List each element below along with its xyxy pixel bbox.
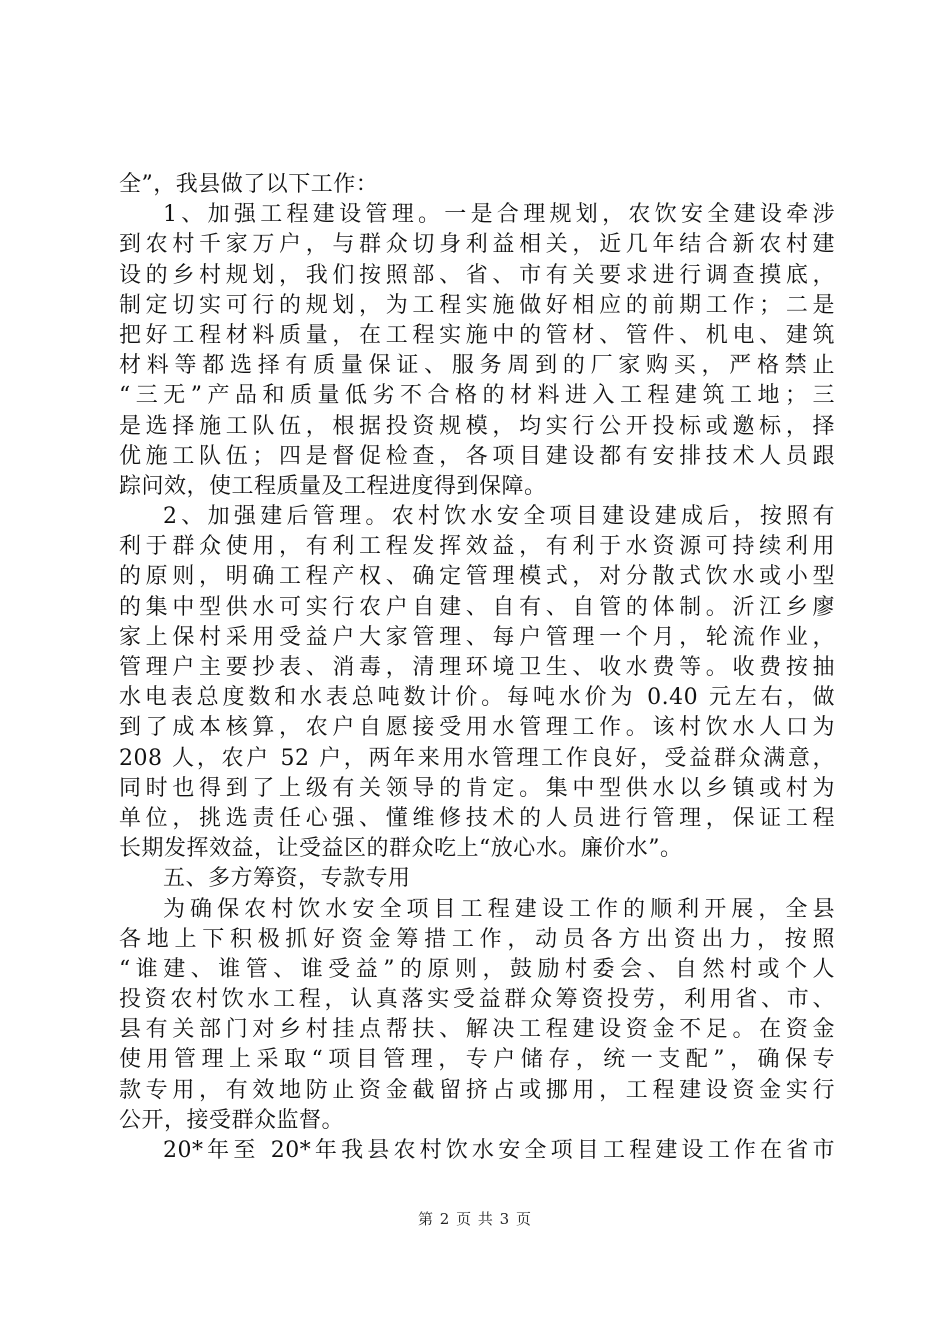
text-line: 材料等都选择有质量保证、服务周到的厂家购买，严格禁止 [119, 353, 835, 379]
text-line: 使用管理上采取“项目管理，专户储存，统一支配”，确保专 [119, 1047, 835, 1073]
text-line: 投资农村饮水工程，认真落实受益群众筹资投劳，利用省、市、 [119, 987, 835, 1013]
text-line: 优施工队伍；四是督促检查，各项目建设都有安排技术人员跟 [119, 443, 835, 469]
text-line: 2、加强建后管理。农村饮水安全项目建设建成后，按照有 [163, 504, 835, 530]
text-line: 为确保农村饮水安全项目工程建设工作的顺利开展，全县 [163, 896, 835, 922]
text-line: 把好工程材料质量，在工程实施中的管材、管件、机电、建筑 [119, 322, 835, 348]
text-line: 的集中型供水可实行农户自建、自有、自管的体制。沂江乡廖 [119, 594, 835, 620]
text-line: 全”，我县做了以下工作： [119, 172, 379, 197]
text-line: 是选择施工队伍，根据投资规模，均实行公开投标或邀标，择 [119, 413, 835, 439]
text-line: 管理户主要抄表、消毒，清理环境卫生、收水费等。收费按抽 [119, 655, 835, 680]
text-line: 五、多方筹资，专款专用 [163, 866, 411, 892]
text-line: 水电表总度数和水表总吨数计价。每吨水价为 0.40 元左右，做 [119, 685, 835, 711]
text-line: 设的乡村规划，我们按照部、省、市有关要求进行调查摸底， [119, 262, 835, 288]
text-line: 20*年至 20*年我县农村饮水安全项目工程建设工作在省市 [163, 1138, 835, 1163]
text-line: 长期发挥效益，让受益区的群众吃上“放心水。廉价水”。 [119, 836, 683, 862]
text-line: 家上保村采用受益户大家管理、每户管理一个月，轮流作业， [119, 624, 835, 650]
text-line: 的原则，明确工程产权、确定管理模式，对分散式饮水或小型 [119, 564, 835, 590]
text-line: 到了成本核算，农户自愿接受用水管理工作。该村饮水人口为 [119, 715, 835, 741]
text-line: 款专用，有效地防止资金截留挤占或挪用，工程建设资金实行 [119, 1077, 835, 1103]
text-line: 单位，挑选责任心强、懂维修技术的人员进行管理，保证工程 [119, 805, 835, 831]
text-line: 公开，接受群众监督。 [119, 1107, 345, 1133]
text-line: 县有关部门对乡村挂点帮扶、解决工程建设资金不足。在资金 [119, 1017, 835, 1043]
text-line: 各地上下积极抓好资金筹措工作，动员各方出资出力，按照 [119, 926, 835, 952]
page-footer: 第 2 页 共 3 页 [418, 1210, 532, 1228]
document-body [119, 170, 835, 1166]
text-line: 1、加强工程建设管理。一是合理规划，农饮安全建设牵涉 [163, 202, 835, 228]
text-line: 利于群众使用，有利工程发挥效益，有利于水资源可持续利用 [119, 534, 835, 560]
text-line: 同时也得到了上级有关领导的肯定。集中型供水以乡镇或村为 [119, 775, 835, 801]
text-line: “三无”产品和质量低劣不合格的材料进入工程建筑工地；三 [119, 383, 835, 409]
text-line: 208 人，农户 52 户，两年来用水管理工作良好，受益群众满意， [119, 745, 835, 771]
text-line: 到农村千家万户，与群众切身利益相关，近几年结合新农村建 [119, 232, 835, 258]
text-line: “谁建、谁管、谁受益”的原则，鼓励村委会、自然村或个人 [119, 956, 835, 982]
text-line: 制定切实可行的规划，为工程实施做好相应的前期工作；二是 [119, 292, 835, 318]
text-line: 踪问效，使工程质量及工程进度得到保障。 [119, 473, 547, 499]
